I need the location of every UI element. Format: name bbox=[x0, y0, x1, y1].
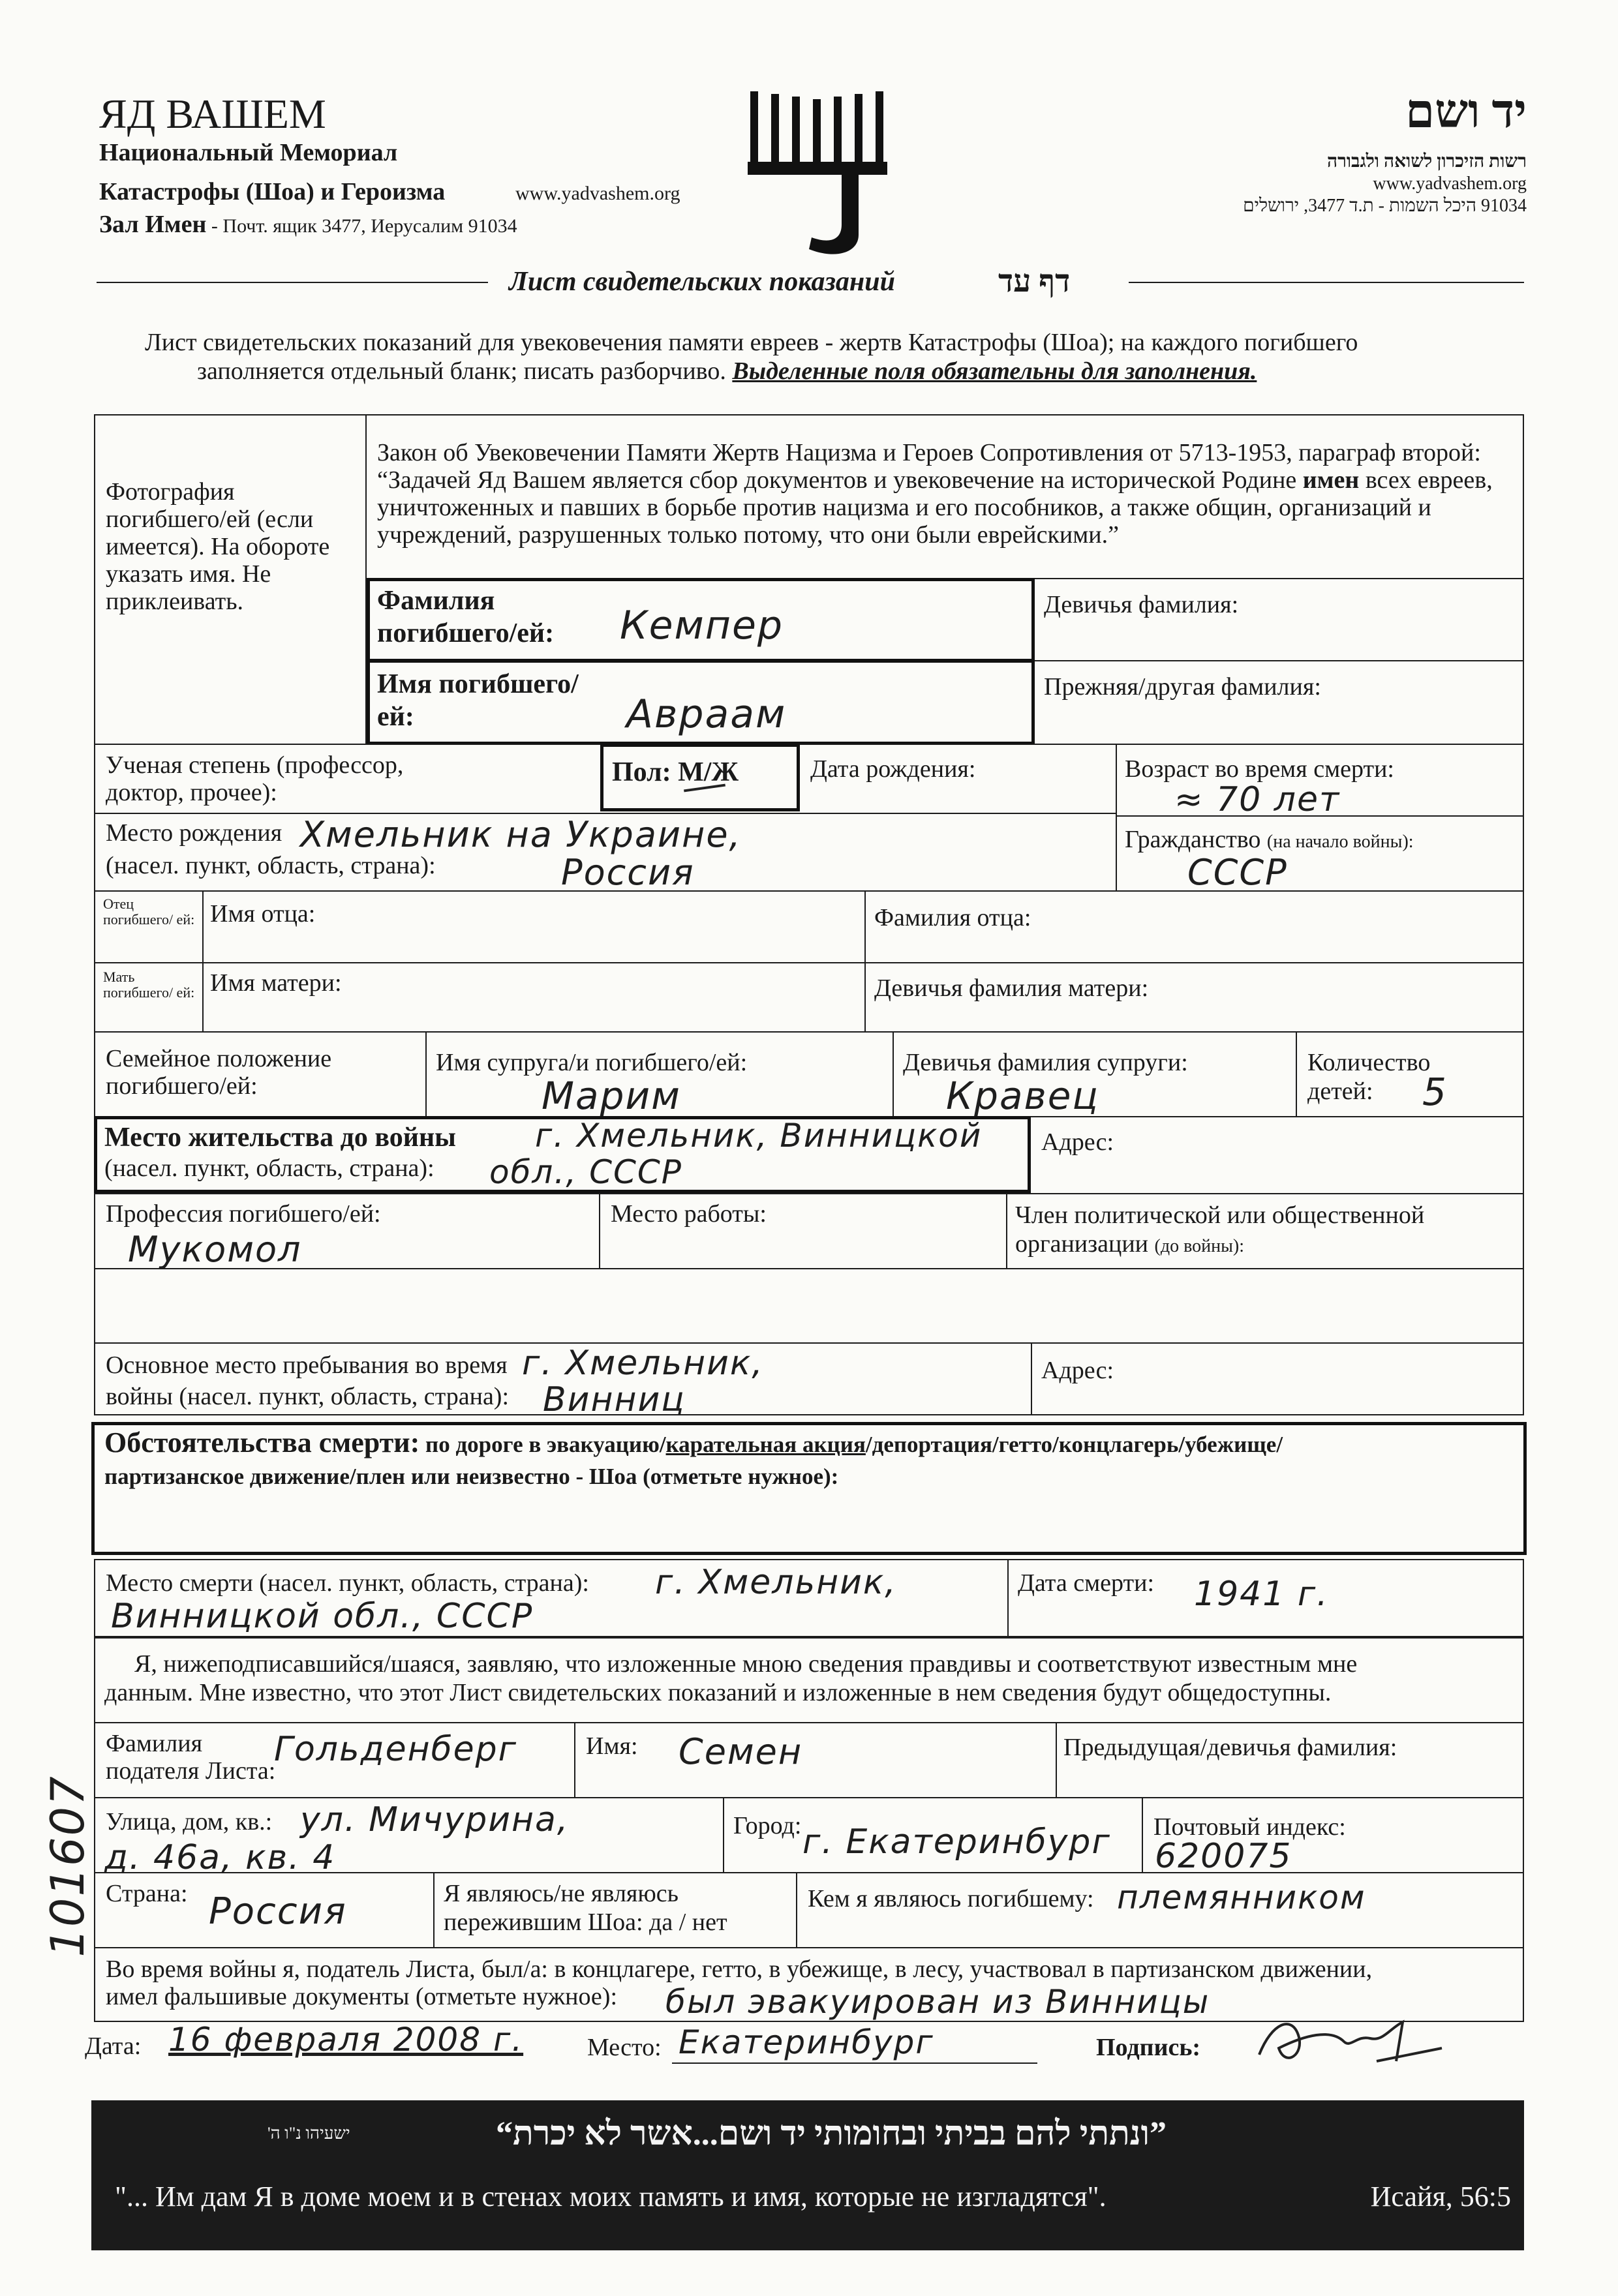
member-note: (до войны): bbox=[1154, 1236, 1244, 1256]
footer-hebrew-quote: ”ונתתי להם בביתי ובחומותי יד ושם...אשר לא יכרת“ bbox=[496, 2115, 1167, 2152]
submitter-name-label: Имя: bbox=[586, 1732, 638, 1760]
submitter-prev-label: Предыдущая/девичья фамилия: bbox=[1063, 1734, 1397, 1761]
death-place-value2[interactable]: Винницкой обл., СССР bbox=[111, 1597, 534, 1636]
relation-value[interactable]: племянником bbox=[1117, 1879, 1366, 1916]
prev-surname-label: Прежняя/другая фамилия: bbox=[1044, 673, 1321, 701]
residence-label: Место жительства до войны bbox=[104, 1123, 456, 1153]
signature-label: Подпись: bbox=[1096, 2034, 1201, 2061]
spouse-maiden-label: Девичья фамилия супруги: bbox=[903, 1049, 1188, 1076]
wartime-label2: войны (насел. пункт, область, страна): bbox=[106, 1383, 510, 1410]
death-date-value[interactable]: 1941 г. bbox=[1194, 1575, 1329, 1614]
row-citizenship-top bbox=[1116, 815, 1524, 817]
hebrew-line1: רשות הזיכרון לשואה ולגבורה bbox=[1326, 151, 1527, 172]
submitter-surname-value[interactable]: Гольденберг bbox=[274, 1730, 517, 1769]
city-label: Город: bbox=[733, 1812, 802, 1839]
hebrew-address: 91034 היכל השמות - ת.ד 3477, ירושלים bbox=[1243, 196, 1527, 216]
member-text: организации bbox=[1015, 1230, 1149, 1258]
father-divider bbox=[864, 890, 866, 1031]
row-profession-bottom bbox=[94, 1268, 1524, 1269]
circumstances-option-marked[interactable]: карательная акция bbox=[665, 1432, 866, 1457]
city-divider bbox=[1142, 1797, 1143, 1872]
footer-hebrew-ref: ישעיהו נ"ו ה' bbox=[267, 2124, 350, 2143]
side-number: 101607 bbox=[41, 1775, 95, 1957]
surname-value[interactable]: Кемпер bbox=[620, 603, 784, 648]
residence-note: (насел. пункт, область, страна): bbox=[104, 1155, 435, 1182]
citizenship-text: Гражданство bbox=[1125, 826, 1261, 853]
marital-divider bbox=[425, 1031, 427, 1116]
submitter-name-value[interactable]: Семен bbox=[679, 1731, 803, 1772]
law-text bbox=[377, 439, 1512, 549]
submitter-wartime-line1: Во время войны я, податель Листа, был/а: в концлагере, гетто, в убежище, в лесу, участвовал в партизанском движении, bbox=[106, 1956, 1373, 1983]
father-name-label: Имя отца: bbox=[210, 900, 316, 928]
zip-label: Почтовый индекс: bbox=[1153, 1813, 1346, 1841]
profession-label: Профессия погибшего/ей: bbox=[106, 1200, 381, 1228]
birthplace-value2[interactable]: Россия bbox=[561, 852, 695, 893]
circumstances-options-post: /депортация/гетто/концлагерь/убежище/ bbox=[865, 1432, 1283, 1457]
footer-ref: Исайя, 56:5 bbox=[1370, 2181, 1511, 2213]
law-text-bold: имен bbox=[1302, 466, 1360, 494]
submitter-surname-label2: подателя Листа: bbox=[106, 1757, 276, 1785]
maiden-label: Девичья фамилия: bbox=[1044, 591, 1239, 618]
street-value2[interactable]: д. 46а, кв. 4 bbox=[104, 1838, 336, 1877]
date-label: Дата: bbox=[85, 2032, 142, 2060]
profession-value[interactable]: Мукомол bbox=[128, 1229, 302, 1270]
mother-name-label: Имя матери: bbox=[210, 969, 342, 997]
country-divider bbox=[433, 1872, 435, 1947]
row-degree-top bbox=[94, 744, 1524, 745]
org-address: - Почт. ящик 3477, Иерусалим 91034 bbox=[206, 215, 517, 237]
submitter-wartime-value[interactable]: был эвакуирован из Винницы bbox=[665, 1983, 1210, 2021]
spouse-name-label: Имя супруга/и погибшего/ей: bbox=[436, 1049, 748, 1076]
citizenship-value[interactable]: СССР bbox=[1187, 852, 1288, 893]
row-country-top bbox=[94, 1872, 1524, 1873]
wartime-address-label: Адрес: bbox=[1041, 1357, 1114, 1384]
wartime-value1[interactable]: г. Хмельник, bbox=[522, 1344, 764, 1383]
row-marital-top bbox=[94, 1031, 1524, 1033]
intro-text: заполняется отдельный бланк; писать разборчиво. bbox=[197, 357, 733, 385]
footer-banner bbox=[91, 2100, 1524, 2250]
birthdate-label: Дата рождения: bbox=[810, 755, 976, 783]
marital-label: Семейное положение погибшего/ей: bbox=[106, 1045, 332, 1100]
circumstances-line2: партизанское движение/плен или неизвестно - Шоа (отметьте нужное): bbox=[104, 1464, 839, 1489]
age-label: Возраст во время смерти: bbox=[1125, 755, 1394, 783]
member-label2 bbox=[1015, 1230, 1244, 1258]
father-surname-label: Фамилия отца: bbox=[874, 904, 1031, 931]
circumstances-line1 bbox=[104, 1427, 1514, 1465]
children-divider bbox=[1296, 1031, 1297, 1116]
row-street-top bbox=[94, 1797, 1524, 1798]
birthplace-label1: Место рождения bbox=[106, 819, 282, 847]
spouse-divider bbox=[893, 1031, 894, 1116]
profession-divider bbox=[599, 1193, 600, 1268]
org-title: ЯД ВАШЕМ bbox=[99, 91, 326, 137]
mother-side-label: Мать погибшего/ ей: bbox=[103, 969, 195, 1001]
survivor-label2: пережившим Шоа: да / нет bbox=[444, 1909, 727, 1936]
death-date-label: Дата смерти: bbox=[1018, 1569, 1155, 1597]
org-line2: Катастрофы (Шоа) и Героизма bbox=[99, 178, 446, 205]
death-place-value1[interactable]: г. Хмельник, bbox=[655, 1563, 897, 1602]
maiden-rule bbox=[1035, 660, 1524, 661]
row-father-top bbox=[94, 890, 1524, 892]
age-value[interactable]: ≈ 70 лет bbox=[1174, 780, 1341, 819]
signature-mark bbox=[1246, 2009, 1448, 2081]
father-side-label: Отец погибшего/ ей: bbox=[103, 896, 195, 928]
place-value[interactable]: Екатеринбург bbox=[679, 2023, 934, 2061]
member-label1: Член политической или общественной bbox=[1015, 1201, 1425, 1229]
citizenship-note: (на начало войны): bbox=[1266, 832, 1414, 852]
birthdate-divider bbox=[1116, 744, 1117, 890]
children-label2: детей: bbox=[1307, 1078, 1373, 1105]
workplace-divider bbox=[1006, 1193, 1007, 1268]
footer-quote: "... Им дам Я в доме моем и в стенах моих память и имя, которые не изгладятся". bbox=[115, 2181, 1107, 2213]
row-wartime-status-top bbox=[94, 1947, 1524, 1948]
org-address-line bbox=[99, 210, 517, 239]
city-value[interactable]: г. Екатеринбург bbox=[802, 1822, 1111, 1862]
birthplace-value1[interactable]: Хмельник на Украине, bbox=[300, 814, 742, 855]
submitter-name-divider bbox=[1056, 1722, 1057, 1797]
children-value[interactable]: 5 bbox=[1422, 1070, 1448, 1114]
degree-label: Ученая степень (профессор, доктор, прочее): bbox=[106, 751, 404, 806]
hebrew-website: www.yadvashem.org bbox=[1373, 174, 1527, 194]
form-title-hebrew: דף עד bbox=[998, 264, 1071, 299]
row-wartime-top bbox=[94, 1342, 1524, 1344]
country-label: Страна: bbox=[106, 1880, 188, 1907]
submitter-surname-label1: Фамилия bbox=[106, 1730, 203, 1757]
hall-label: Зал Имен bbox=[99, 211, 207, 238]
street-value1[interactable]: ул. Мичурина, bbox=[300, 1800, 570, 1839]
residence-value2[interactable]: обл., СССР bbox=[489, 1153, 682, 1191]
hebrew-title: יד ושם bbox=[1405, 85, 1527, 138]
intro-line1: Лист свидетельских показаний для увековечения памяти евреев - жертв Катастрофы (Шоа); на каждого погибшего bbox=[145, 329, 1358, 356]
row-mother-top bbox=[94, 962, 1524, 963]
intro-emphasis: Выделенные поля обязательны для заполнения. bbox=[732, 357, 1257, 385]
workplace-label: Место работы: bbox=[611, 1200, 767, 1228]
survivor-label1: Я являюсь/не являюсь bbox=[444, 1880, 679, 1907]
circumstances-label: Обстоятельства смерти: bbox=[104, 1427, 420, 1458]
circumstances-options-pre: по дороге в эвакуацию/ bbox=[420, 1432, 666, 1457]
zip-value[interactable]: 620075 bbox=[1155, 1837, 1292, 1876]
form-title: Лист свидетельских показаний bbox=[509, 267, 895, 297]
birthplace-label2: (насел. пункт, область, страна): bbox=[106, 852, 436, 879]
name-label: Имя погибшего/ей: bbox=[377, 669, 579, 732]
country-value[interactable]: Россия bbox=[209, 1890, 347, 1933]
mother-maiden-label: Девичья фамилия матери: bbox=[874, 974, 1149, 1002]
surname-label: Фамилия погибшего/ей: bbox=[377, 586, 555, 648]
wartime-value2[interactable]: Винниц bbox=[543, 1380, 686, 1419]
street-divider bbox=[723, 1797, 724, 1872]
org-website: www.yadvashem.org bbox=[515, 183, 680, 204]
residence-address-label: Адрес: bbox=[1041, 1128, 1114, 1156]
yad-vashem-logo bbox=[744, 85, 913, 261]
place-underline bbox=[672, 2062, 1037, 2064]
father-side-divider bbox=[202, 890, 204, 1031]
law-text-pre: Закон об Увековечении Памяти Жертв Нацизма и Героев Сопротивления от 5713-1953, параграф второй: “Задачей Яд Вашем является сбор документов и увековечение на исторической Родине bbox=[377, 439, 1481, 494]
spouse-name-value[interactable]: Марим bbox=[542, 1074, 681, 1118]
submitter-surname-divider bbox=[574, 1722, 575, 1797]
wartime-label1: Основное место пребывания во время bbox=[106, 1352, 508, 1379]
law-text-post: всех евреев, уничтоженных и павших в борьбе против нацизма и его пособников, а также общин, организаций и учреждений, разрушенных только потому, что они были еврейскими.” bbox=[377, 466, 1493, 549]
declaration-line2: данным. Мне известно, что этот Лист свидетельских показаний и изложенные в нем сведения будут общедоступны. bbox=[104, 1679, 1332, 1706]
spouse-maiden-value[interactable]: Кравец bbox=[946, 1074, 1099, 1118]
date-value[interactable]: 16 февраля 2008 г. bbox=[168, 2021, 524, 2059]
title-rule-right bbox=[1129, 282, 1524, 283]
relation-label: Кем я являюсь погибшему: bbox=[808, 1885, 1094, 1912]
sex-label: Пол: М/Ж bbox=[612, 757, 739, 787]
declaration-line1: Я, нижеподписавшийся/шаяся, заявляю, что изложенные мною сведения правдивы и соответствуют известным мне bbox=[134, 1650, 1358, 1678]
place-label: Место: bbox=[587, 2034, 662, 2061]
row-submitter-top bbox=[94, 1722, 1524, 1723]
intro-line2 bbox=[197, 357, 1257, 385]
residence-value1[interactable]: г. Хмельник, Винницкой bbox=[535, 1117, 983, 1155]
citizenship-label bbox=[1125, 826, 1414, 853]
row-profession-top bbox=[94, 1193, 1524, 1194]
photo-box-text: Фотография погибшего/ей (если имеется). На обороте указать имя. Не приклеивать. bbox=[106, 478, 330, 615]
death-place-label: Место смерти (насел. пункт, область, страна): bbox=[106, 1569, 589, 1597]
submitter-wartime-line2: имел фальшивые документы (отметьте нужное): bbox=[106, 1983, 618, 2010]
survivor-divider bbox=[796, 1872, 797, 1947]
death-divider bbox=[1007, 1559, 1009, 1637]
wartime-divider bbox=[1031, 1342, 1032, 1415]
name-value[interactable]: Авраам bbox=[626, 691, 787, 737]
children-label1: Количество bbox=[1307, 1049, 1431, 1076]
org-line1: Национальный Мемориал bbox=[99, 139, 398, 166]
street-label: Улица, дом, кв.: bbox=[106, 1808, 273, 1835]
title-rule-left bbox=[97, 282, 488, 283]
